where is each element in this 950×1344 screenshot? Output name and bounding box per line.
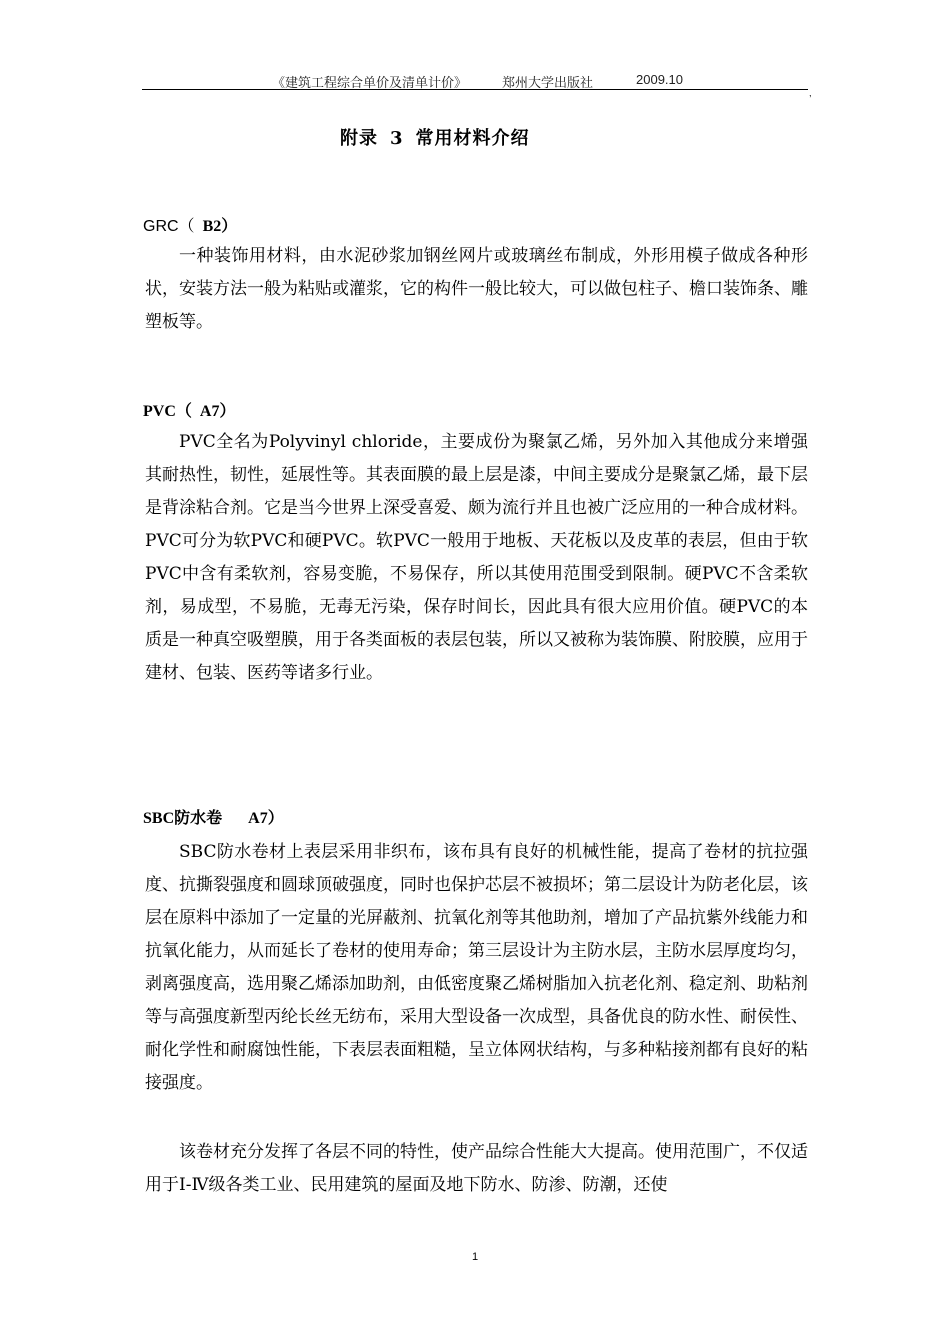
section-heading-tag: B2） — [202, 218, 238, 235]
section-heading-pvc — [143, 398, 235, 421]
header-rule — [142, 89, 808, 90]
section-heading-label: GRC（ — [143, 218, 195, 235]
section-heading-grc — [143, 213, 237, 236]
section-heading-label: SBC防水卷 — [143, 810, 223, 827]
header-rule-mark: , — [809, 88, 812, 98]
header-date: 2009.10 — [636, 72, 683, 87]
section-paragraph-sbc-2: 该卷材充分发挥了各层不同的特性，使产品综合性能大大提高。使用范围广，不仅适用于Ⅰ-Ⅳ级各类工业、民用建筑的屋面及地下防水、防渗、防潮，还使 — [145, 1142, 808, 1195]
section-heading-tag: A7） — [199, 403, 236, 420]
section-heading-tag: A7） — [248, 810, 284, 827]
header-publisher: 郑州大学出版社 — [502, 76, 594, 91]
page-number: 1 — [471, 1251, 479, 1263]
title-number: 3 — [390, 128, 404, 149]
section-paragraph-sbc-1: SBC防水卷材上表层采用非织布，该布具有良好的机械性能，提高了卷材的抗拉强度、抗撕裂强度和圆球顶破强度，同时也保护芯层不被损坏；第二层设计为防老化层，该层在原料中添加了一定量的光屏蔽剂、抗氧化剂等其他助剂，增加了产品抗紫外线能力和抗氧化能力，从而延长了卷材的使用寿命；第三层设计为主防水层，主防水层厚度均匀，剥离强度高，选用聚乙烯添加助剂，由低密度聚乙烯树脂加入抗老化剂、稳定剂、助粘剂等与高强度新型丙纶长丝无纺布，采用大型设备一次成型，具备优良的防水性、耐侯性、耐化学性和耐腐蚀性能，下表层表面粗糙，呈立体网状结构，与多种粘接剂都有良好的粘接强度。 — [145, 842, 808, 1093]
header-book-title: 《建筑工程综合单价及清单计价》 — [272, 76, 468, 91]
page-title — [340, 124, 530, 150]
section-heading-label: PVC（ — [143, 403, 192, 420]
title-prefix: 附录 — [340, 128, 378, 149]
section-paragraph-pvc: PVC全名为Polyvinyl chloride，主要成份为聚氯乙烯，另外加入其他成分来增强其耐热性，韧性，延展性等。其表面膜的最上层是漆，中间主要成分是聚氯乙烯，最下层是背涂粘合剂。它是当今世界上深受喜爱、颇为流行并且也被广泛应用的一种合成材料。PVC可分为软PVC和硬PVC。软PVC一般用于地板、天花板以及皮革的表层，但由于软PVC中含有柔软剂，容易变脆，不易保存，所以其使用范围受到限制。硬PVC不含柔软剂，易成型，不易脆，无毒无污染，保存时间长，因此具有很大应用价值。硬PVC的本质是一种真空吸塑膜，用于各类面板的表层包装，所以又被称为装饰膜、附胶膜，应用于建材、包装、医药等诸多行业。 — [145, 432, 808, 683]
section-heading-sbc — [143, 805, 284, 828]
section-paragraph-grc: 一种装饰用材料，由水泥砂浆加钢丝网片或玻璃丝布制成，外形用模子做成各种形状，安装方法一般为粘贴或灌浆，它的构件一般比较大，可以做包柱子、檐口装饰条、雕塑板等。 — [145, 246, 808, 332]
title-text: 常用材料介绍 — [415, 128, 530, 149]
running-header — [142, 70, 808, 90]
